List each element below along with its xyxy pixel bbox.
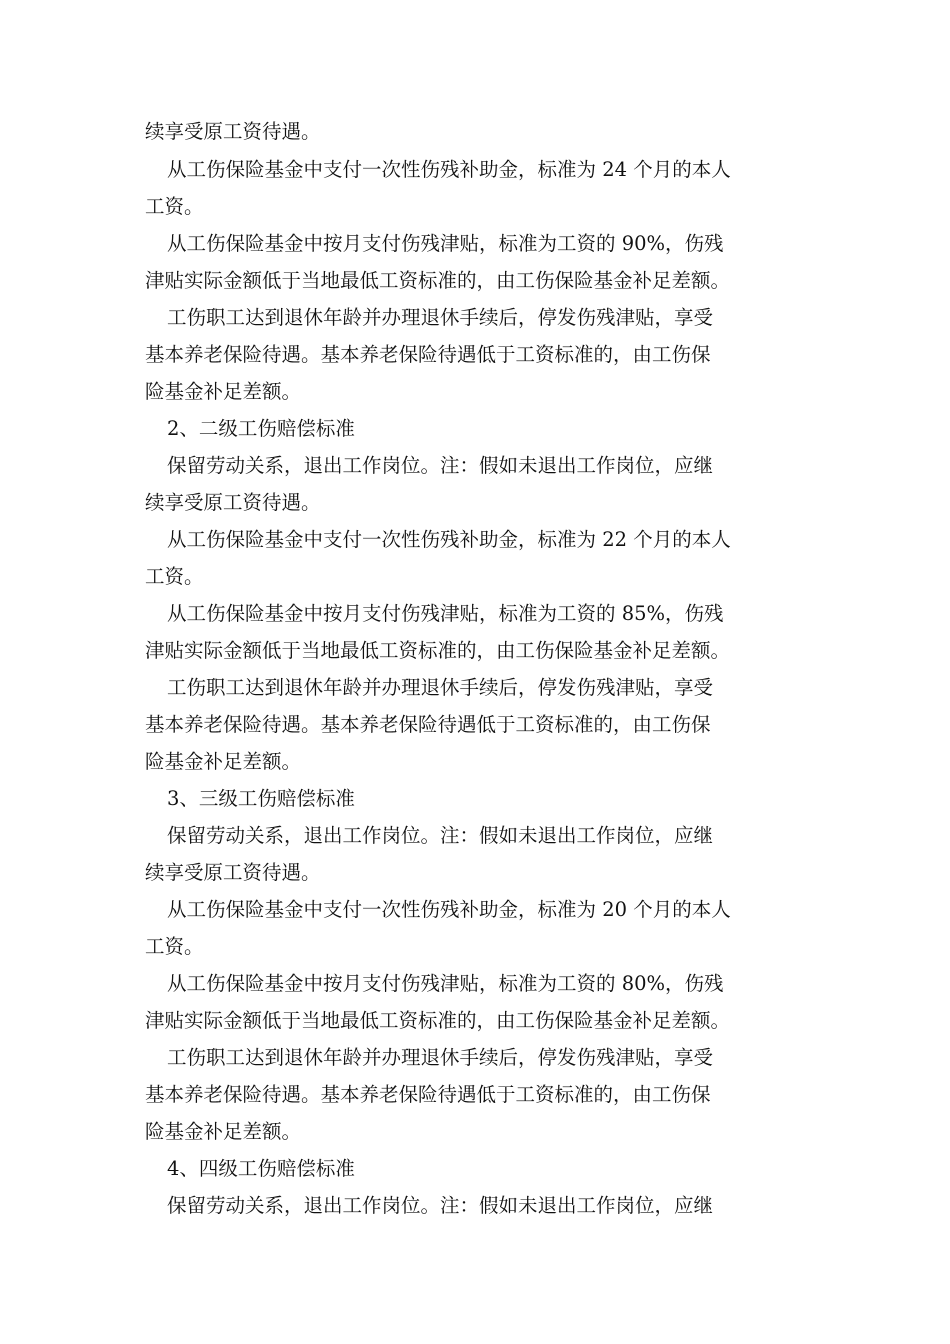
section-heading: 2、二级工伤赔偿标准 [167, 417, 355, 440]
text-line: 保留劳动关系，退出工作岗位。注：假如未退出工作岗位，应继 [167, 454, 714, 477]
text-line: 保留劳动关系，退出工作岗位。注：假如未退出工作岗位，应继 [167, 824, 714, 847]
text-line: 工伤职工达到退休年龄并办理退休手续后，停发伤残津贴，享受 [167, 306, 714, 329]
section-heading: 4、四级工伤赔偿标准 [167, 1157, 355, 1180]
text-line: 从工伤保险基金中按月支付伤残津贴，标准为工资的 80%，伤残 [167, 972, 724, 995]
text-line: 险基金补足差额。 [145, 380, 302, 403]
text-line: 从工伤保险基金中支付一次性伤残补助金，标准为 20 个月的本人 [167, 898, 731, 921]
text-line: 续享受原工资待遇。 [145, 861, 321, 884]
text-line: 津贴实际金额低于当地最低工资标准的，由工伤保险基金补足差额。 [145, 1009, 731, 1032]
text-line: 从工伤保险基金中按月支付伤残津贴，标准为工资的 85%，伤残 [167, 602, 724, 625]
text-line: 津贴实际金额低于当地最低工资标准的，由工伤保险基金补足差额。 [145, 269, 731, 292]
text-line: 工资。 [145, 565, 204, 588]
text-line: 工资。 [145, 195, 204, 218]
text-line: 基本养老保险待遇。基本养老保险待遇低于工资标准的，由工伤保 [145, 1083, 711, 1106]
section-heading: 3、三级工伤赔偿标准 [167, 787, 355, 810]
text-line: 基本养老保险待遇。基本养老保险待遇低于工资标准的，由工伤保 [145, 713, 711, 736]
text-line: 从工伤保险基金中支付一次性伤残补助金，标准为 24 个月的本人 [167, 158, 731, 181]
text-line: 工伤职工达到退休年龄并办理退休手续后，停发伤残津贴，享受 [167, 676, 714, 699]
text-line: 险基金补足差额。 [145, 750, 302, 773]
text-line: 续享受原工资待遇。 [145, 491, 321, 514]
text-line: 工伤职工达到退休年龄并办理退休手续后，停发伤残津贴，享受 [167, 1046, 714, 1069]
text-line: 续享受原工资待遇。 [145, 120, 321, 143]
text-line: 津贴实际金额低于当地最低工资标准的，由工伤保险基金补足差额。 [145, 639, 731, 662]
text-line: 基本养老保险待遇。基本养老保险待遇低于工资标准的，由工伤保 [145, 343, 711, 366]
text-line: 从工伤保险基金中按月支付伤残津贴，标准为工资的 90%，伤残 [167, 232, 724, 255]
text-line: 险基金补足差额。 [145, 1120, 302, 1143]
text-line: 工资。 [145, 935, 204, 958]
text-line: 保留劳动关系，退出工作岗位。注：假如未退出工作岗位，应继 [167, 1194, 714, 1217]
text-line: 从工伤保险基金中支付一次性伤残补助金，标准为 22 个月的本人 [167, 528, 731, 551]
